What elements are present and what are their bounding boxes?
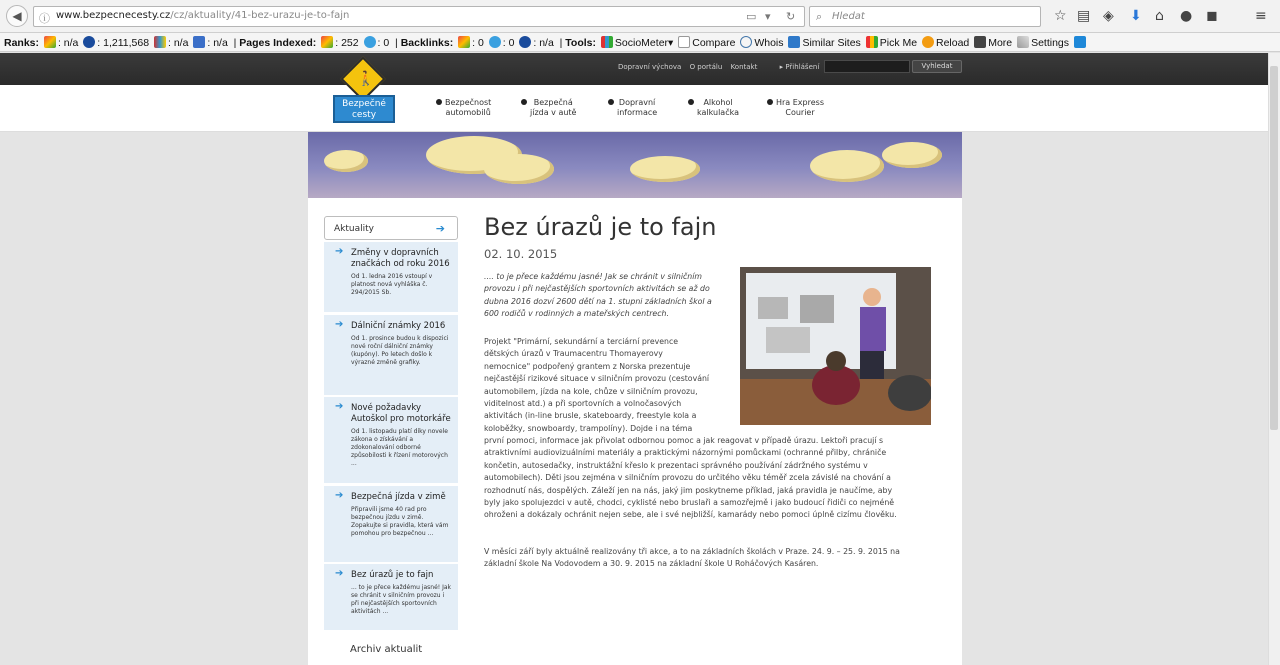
compare-icon — [678, 36, 690, 48]
top-link-o-portalu[interactable]: O portálu — [689, 63, 723, 71]
rank-compete: : n/a — [168, 37, 189, 49]
news-desc: Připravili jsme 40 rad pro bezpečnou jízdu v zimě. Zopakujte si pravidla, která vám pomohou pro bezpečnou ... — [351, 506, 449, 537]
news-item[interactable] — [324, 564, 458, 630]
cloud-shape — [882, 142, 942, 168]
lead-line: dubna 2016 dozví 2600 dětí na 1. stupni základních škol a — [484, 296, 712, 306]
news-heading[interactable] — [324, 216, 458, 240]
home-icon[interactable]: ⌂ — [1155, 8, 1164, 24]
rank-alexa: : 1,211,568 — [97, 37, 150, 49]
search-placeholder: Hledat — [832, 11, 865, 22]
news-desc: Od 1. prosince budou k dispozici nové roční dálniční známky (kupóny). Po letech došlo k výrazné změně grafiky. — [351, 335, 449, 366]
article-date: 02. 10. 2015 — [484, 247, 558, 261]
nav-line2: automobilů — [445, 108, 491, 117]
nav-line1: Hra Express — [776, 98, 824, 107]
news-item[interactable] — [324, 397, 458, 483]
site-search-input[interactable] — [824, 60, 910, 73]
article-photo — [740, 267, 931, 425]
body-line: koloběžky, snowboardy, trampolíny). Dojde i na téma — [484, 423, 693, 433]
news-item[interactable] — [324, 486, 458, 562]
body-line: dětských úrazů v Traumacentru Thomayerovy — [484, 349, 663, 359]
scrollbar-thumb[interactable] — [1270, 66, 1278, 430]
arrow-right-icon: ➔ — [335, 246, 344, 257]
rank-google: : n/a — [57, 37, 79, 49]
news-title[interactable]: Bezpečná jízda v zimě — [351, 492, 446, 502]
logo-line1: Bezpečné — [342, 99, 386, 109]
body-line: aktivitách (in-line brusle, skateboardy, freestyle kola a — [484, 411, 697, 421]
top-link-kontakt[interactable]: Kontakt — [730, 63, 758, 71]
pick-me-icon — [866, 36, 878, 48]
news-title[interactable]: Dálniční známky 2016 — [351, 321, 446, 331]
nav-line2: jízda v autě — [530, 108, 577, 117]
body-line: byly jako spolujezdci v autě, chodci, cyklisté nebo bruslaři a samozřejmě i jako budoucí řidiči co nejméně — [484, 498, 895, 508]
bing-icon — [364, 36, 376, 48]
news-item[interactable] — [324, 315, 458, 395]
news-desc: ... to je přece každému jasné! Jak se chránit v silničním provozu i při nejčastějších sportovních aktivitách ... — [351, 584, 452, 615]
backlinks-google: : 0 — [472, 37, 484, 49]
top-links — [618, 63, 825, 71]
news-heading-label: Aktuality — [334, 224, 374, 234]
settings-button[interactable]: Settings — [1031, 37, 1070, 49]
sociometer-icon — [601, 36, 613, 48]
pick-me-button[interactable]: Pick Me — [879, 37, 918, 49]
more-icon — [974, 36, 986, 48]
search-icon: ⌕ — [816, 10, 823, 23]
article-title: Bez úrazů je to fajn — [484, 213, 717, 241]
bookmark-star-icon[interactable]: ☆ — [1054, 8, 1067, 24]
login-link[interactable]: ▸ Přihlášení — [779, 63, 820, 71]
closing-line: základní škole Na Vodovodem a 30. 9. 2015 na základní škole U Roháčových Kasáren. — [484, 559, 819, 569]
tools-label: Tools: — [565, 37, 596, 49]
site-info-icon[interactable]: ⓘ — [39, 12, 50, 25]
body-line: automobilem, jízda na kole, chůze v silničním provozu, — [484, 386, 698, 396]
closing-line: V měsíci září byly aktuálně realizovány tři akce, a to na základních školách v Praze. 24. 9. – 25. 9. 2015 na — [484, 547, 900, 556]
nav-bezpecna-jizda[interactable] — [530, 98, 576, 118]
lead-line: .... to je přece každému jasné! Jak se chránit v silničním — [484, 272, 702, 281]
body-line: nejčastější rizikové situace v silničním provozu (cestování — [484, 374, 710, 384]
nav-dopravni-informace[interactable] — [617, 98, 657, 118]
reload-icon[interactable]: ↻ — [786, 10, 796, 23]
reader-view-icon[interactable]: ▭ — [746, 10, 757, 23]
nav-line2: informace — [617, 108, 658, 117]
cloud-banner — [308, 132, 962, 198]
reload-tool-icon — [922, 36, 934, 48]
nav-line1: Bezpečná — [533, 98, 573, 107]
browser-toolbar — [0, 0, 1280, 33]
url-bar[interactable] — [33, 6, 805, 27]
reload-button[interactable]: Reload — [936, 37, 970, 49]
pocket-icon[interactable]: ◈ — [1103, 8, 1114, 24]
article-body-full — [484, 435, 934, 522]
nav-line1: Alkohol — [703, 98, 733, 107]
archive-link[interactable]: Archiv aktualit — [350, 644, 423, 655]
arrow-right-icon: ➔ — [335, 401, 344, 412]
back-icon[interactable]: ◀ — [6, 5, 28, 27]
article-closing — [484, 546, 934, 571]
classroom-photo — [740, 267, 931, 425]
arrow-right-icon: ➔ — [335, 490, 344, 501]
url-path: /cz/aktuality/41-bez-urazu-je-to-fajn — [170, 10, 350, 21]
body-line: končetin, autosedačky, instruktážní křeslo k prezentaci správného používání zádržného systému v — [484, 460, 868, 470]
seo-toolbar: Ranks: : n/a : 1,211,568 : n/a : n/a | Pages Indexed: : 252 : 0 | Backlinks: : 0 : 0 : n/a | Tools: SocioMeter▾ Compare Whois Similar Sites Pick Me Reload More Settings — [0, 33, 1280, 52]
lead-line: provozu i při nejčastějších sportovních aktivitách se až do — [484, 284, 710, 294]
news-title[interactable]: Nové požadavky Autoškol pro motorkáře — [351, 403, 451, 424]
body-line: automobilech). Děti jsou zejména v silničním provozu do určitého věku téměř zcela závislé na chování a — [484, 473, 891, 483]
logo[interactable] — [333, 95, 395, 123]
download-icon[interactable]: ⬇ — [1130, 8, 1142, 24]
cloud-shape — [324, 150, 368, 172]
nav-bullet-icon — [608, 99, 614, 105]
arrow-right-icon: ➔ — [335, 568, 344, 579]
pages-indexed-label: Pages Indexed: — [239, 37, 317, 49]
nav-bullet-icon — [767, 99, 773, 105]
article-body-wrapped — [484, 336, 734, 435]
whois-button[interactable]: Whois — [754, 37, 784, 49]
compare-button[interactable]: Compare — [692, 37, 736, 49]
search-bar[interactable] — [809, 6, 1041, 27]
sociometer-button[interactable]: SocioMeter▾ — [614, 37, 674, 49]
similar-sites-button[interactable]: Similar Sites — [802, 37, 861, 49]
compete-icon — [154, 36, 166, 48]
quantcast-icon — [193, 36, 205, 48]
bing-backlinks-icon — [489, 36, 501, 48]
nav-line2: Courier — [785, 108, 815, 117]
pages-indexed-bing: : 0 — [377, 37, 390, 49]
body-line: viditelnost atd.) a při sportovních a volnočasových — [484, 399, 682, 409]
pages-indexed-google: : 252 — [335, 37, 359, 49]
url-host: www.bezpecnecesty.cz — [56, 10, 171, 21]
cloud-shape — [630, 156, 700, 182]
body-line: rozhodnutí nás, dospělých. Záleží jen na nás, jaký jim poskytneme příklad, jaká pravidla je naučíme, aby — [484, 485, 893, 495]
news-desc: Od 1. listopadu platí díky novele zákona o získávání a zdokonalování odborné způsobilosti k řízení motorových ... — [351, 428, 448, 467]
nav-hra-express-courier[interactable] — [776, 98, 824, 118]
article-lead — [484, 271, 734, 321]
body-line: nemocnice" podpořený grantem z Norska prezentuje — [484, 361, 691, 371]
logo-line2: cesty — [351, 110, 377, 120]
news-title[interactable]: Bez úrazů je to fajn — [351, 570, 434, 580]
nav-line2: kalkulačka — [697, 108, 739, 117]
nav-bullet-icon — [688, 99, 694, 105]
nav-line1: Dopravní — [618, 98, 656, 107]
news-title[interactable]: Změny v dopravních značkách od roku 2016 — [351, 248, 450, 269]
nav-line1: Bezpečnost — [445, 98, 492, 107]
nav-bezpecnost-automobilu[interactable] — [445, 98, 491, 118]
pedestrian-icon: 🚶 — [357, 71, 375, 87]
more-button[interactable]: More — [988, 37, 1013, 49]
body-line: atraktivními audiovizuálními materiály a praktickými názornými pomůckami (ochranné přilby, chrániče — [484, 448, 887, 458]
nav-bullet-icon — [436, 99, 442, 105]
lead-line: 600 rodičů v rodinných a mateřských centrech. — [484, 309, 669, 319]
site-search-button[interactable]: Vyhledat — [912, 60, 962, 73]
whois-icon — [740, 36, 752, 48]
google-index-icon — [321, 36, 333, 48]
seoquake-icon[interactable] — [1074, 36, 1086, 48]
rank-quantcast: : n/a — [207, 37, 228, 49]
dropdown-icon[interactable]: ▾ — [765, 10, 771, 23]
backlinks-bing: : 0 — [502, 37, 515, 49]
ranks-label: Ranks: — [4, 37, 40, 49]
google-icon — [44, 36, 56, 48]
arrow-right-icon: ➔ — [335, 319, 344, 330]
cloud-shape — [810, 150, 884, 182]
arrow-right-icon: ➔ — [435, 222, 445, 235]
extension-t-icon[interactable]: ◼ — [1206, 8, 1218, 24]
top-link-dopravni-vychova[interactable]: Dopravní výchova — [618, 63, 682, 71]
body-line: ohroženi a dokázaly ochránit nejen sebe, ale i své nejbližší, kamarády nebo pomoci úplně cizímu člověku. — [484, 510, 897, 520]
bookmarks-list-icon[interactable]: ▤ — [1077, 8, 1091, 24]
body-line: první pomoci, informace jak přivolat odbornou pomoc a jak reagovat v případě úrazu. Lektoři pracují s — [484, 436, 884, 445]
alexa-backlinks-icon — [519, 36, 531, 48]
body-line: Projekt "Primární, sekundární a terciární prevence — [484, 337, 679, 346]
site-top-bar — [0, 53, 1268, 85]
news-desc: Od 1. ledna 2016 vstoupí v platnost nová vyhláška č. 294/2015 Sb. — [351, 273, 433, 296]
backlinks-label: Backlinks: — [400, 37, 454, 49]
nav-bullet-icon — [521, 99, 527, 105]
similar-sites-icon — [788, 36, 800, 48]
alexa-icon — [83, 36, 95, 48]
google-backlinks-icon — [458, 36, 470, 48]
settings-icon — [1017, 36, 1029, 48]
news-item[interactable] — [324, 242, 458, 312]
menu-icon[interactable]: ≡ — [1255, 8, 1267, 24]
cloud-shape — [484, 154, 554, 184]
nav-alkohol-kalkulacka[interactable] — [697, 98, 739, 118]
backlinks-alexa: : n/a — [533, 37, 554, 49]
chat-icon[interactable]: ● — [1180, 8, 1193, 24]
